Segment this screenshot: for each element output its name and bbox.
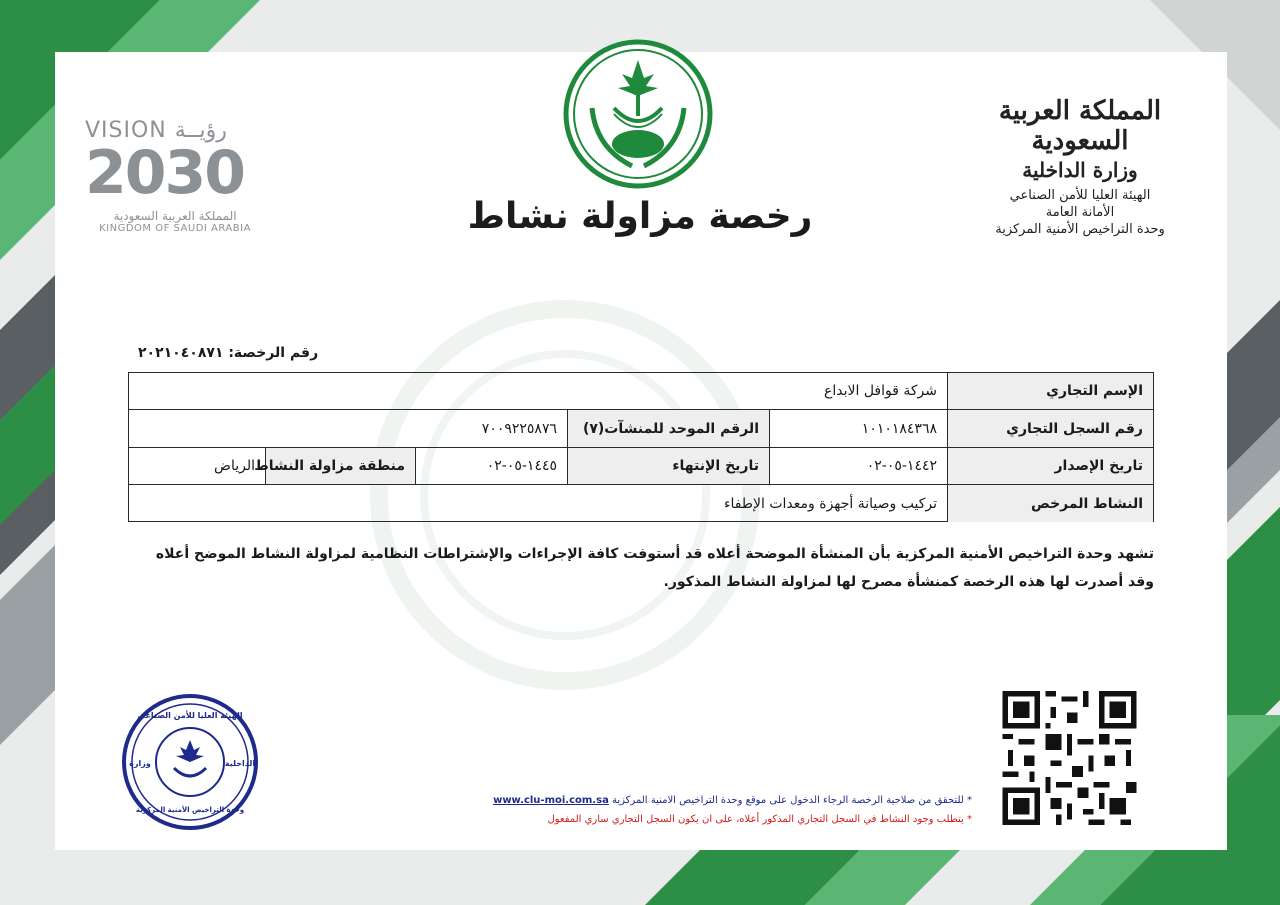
vision-label-en: VISION: [85, 118, 167, 143]
document-title: رخصة مزاولة نشاط: [467, 196, 813, 237]
stamp-bottom-text: وحدة التراخيص الأمنية المركزية: [135, 806, 245, 814]
qr-code[interactable]: [993, 683, 1146, 833]
license-details-table: [128, 372, 1154, 522]
certification-statement: تشهد وحدة التراخيص الأمنية المركزية بأن المنشأة الموضحة أعلاه قد أستوفت كافة الإجراءات والإشتراطات النظامية لمزاولة النشاط الموضح أعلاه وقد أصدرت لها هذه الرخصة كمنشأة مصرح لها لمزاولة النشاط المذكور.: [155, 546, 1154, 590]
commercial-name-value: شركة قوافل الابداع: [824, 383, 937, 399]
kingdom-name: المملكة العربية السعودية: [998, 96, 1162, 156]
stamp-right-text: الداخلية: [224, 759, 256, 768]
vision-year: 2030: [85, 138, 244, 208]
org-line-secretariat: الأمانة العامة: [1045, 205, 1115, 220]
unified-number-label: الرقم الموحد للمنشآت(٧): [567, 410, 769, 447]
vision-kingdom-en: KINGDOM OF SAUDI ARABIA: [99, 223, 251, 234]
verify-note: [493, 795, 972, 806]
table-row: [129, 410, 1153, 448]
ministry-name: وزارة الداخلية: [1022, 158, 1138, 182]
org-line-authority: الهيئة العليا للأمن الصناعي: [1009, 188, 1151, 203]
license-number: رقم الرخصة: ٢٠٢١٠٤٠٨٧١: [138, 345, 319, 361]
cr-value: ١٠١٠١٨٤٣٦٨: [769, 410, 947, 447]
commercial-name-label: الإسم التجاري: [947, 373, 1153, 409]
stamp-ring-text: الهيئة العليا للأمن الصناعي: [137, 711, 243, 720]
vision-2030-logo: [85, 118, 265, 234]
requirement-note: * يتطلب وجود النشاط في السجل التجاري المذكور أعلاه، على ان يكون السجل التجاري ساري المفعول: [547, 814, 972, 825]
org-line-unit: وحدة التراخيص الأمنية المركزية: [995, 222, 1165, 237]
table-row: [129, 485, 1153, 522]
activity-label: النشاط المرخص: [947, 485, 1153, 522]
stamp-left-text: وزارة: [129, 759, 151, 768]
expiry-date-value: ١٤٤٥-٠٥-٠٢: [415, 448, 567, 484]
cr-label: رقم السجل التجاري: [947, 410, 1153, 447]
region-label: منطقة مزاولة النشاط: [265, 448, 415, 484]
issue-date-value: ١٤٤٢-٠٥-٠٢: [769, 448, 947, 484]
vision-kingdom-ar: المملكة العربية السعودية: [113, 209, 237, 223]
verify-link[interactable]: www.clu-moi.com.sa: [493, 795, 609, 806]
unified-number-value: ٧٠٠٩٢٢٥٨٧٦: [481, 420, 557, 437]
header-ministry: [960, 96, 1200, 237]
table-row: [129, 373, 1153, 410]
verify-note-text: * للتحقق من صلاحية الرخصة الرجاء الدخول على موقع وحدة التراخيص الامنية المركزية: [612, 795, 972, 806]
issue-date-label: تاريخ الإصدار: [947, 448, 1153, 484]
expiry-date-label: تاريخ الإنتهاء: [567, 448, 769, 484]
official-stamp-icon: [120, 692, 260, 832]
region-value: الرياض: [214, 458, 255, 474]
table-row: [129, 448, 1153, 485]
vision-label-ar: رؤيــة: [174, 118, 227, 143]
activity-value: تركيب وصيانة أجهزة ومعدات الإطفاء: [723, 495, 937, 512]
ministry-emblem-icon: [562, 38, 714, 190]
